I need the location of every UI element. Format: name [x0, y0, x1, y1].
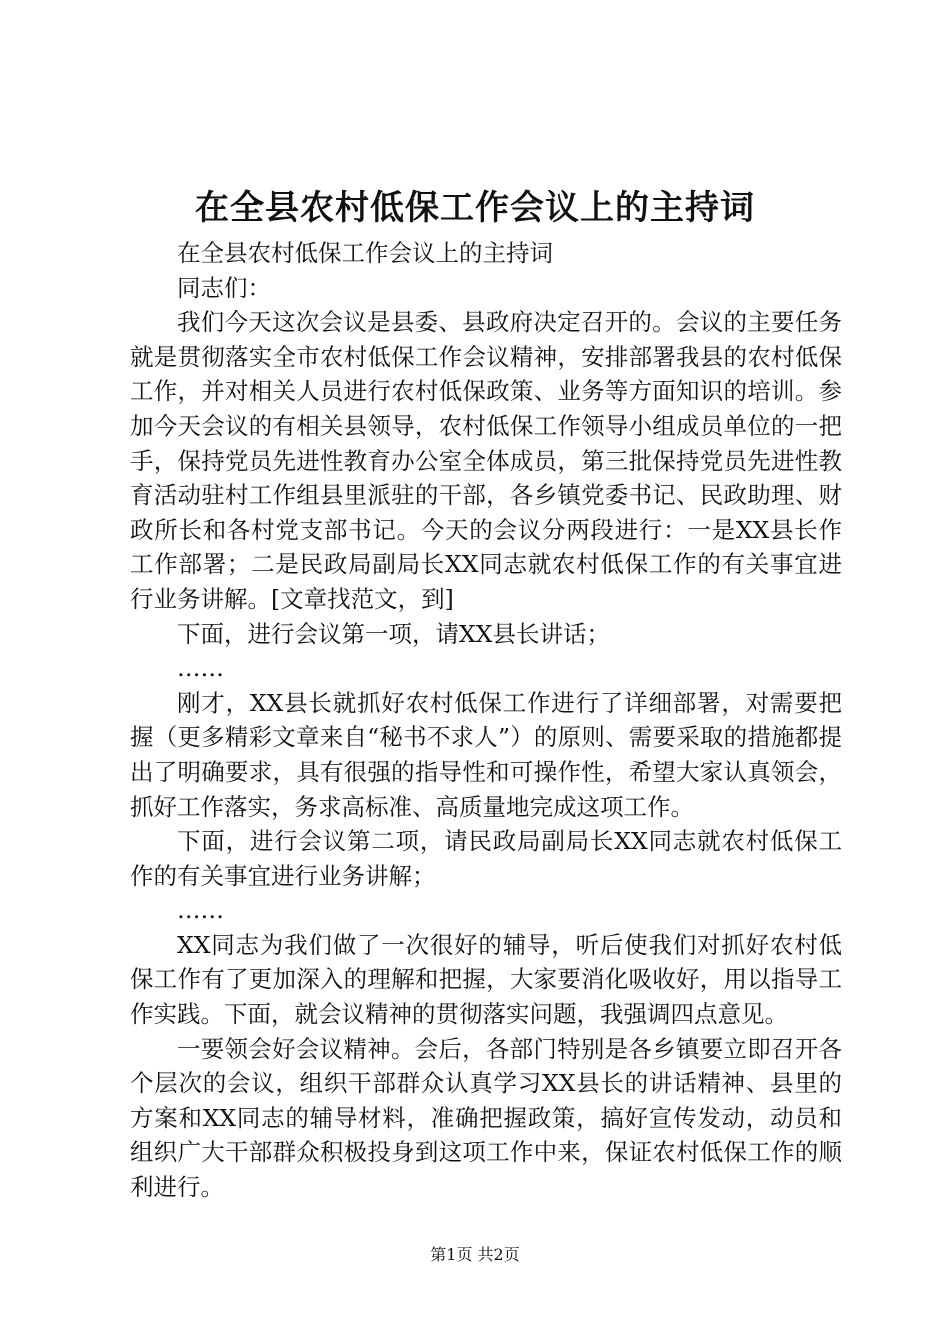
- paragraph-subtitle: 在全县农村低保工作会议上的主持词: [177, 239, 553, 267]
- paragraph-ellipsis: ……: [177, 654, 224, 683]
- page-number-footer: 第1页 共2页: [430, 1245, 520, 1264]
- paragraph-salutation: 同志们：: [177, 273, 271, 302]
- paragraph-summary-one: 刚才，XX县长就抓好农村低保工作进行了详细部署，对需要把握（更多精彩文章来自“秘书不求人”）的原则、需要采取的措施都提出了明确要求，具有很强的指导性和可操作性，希望大家认真领会，抓好工作落实，务求高标准、高质量地完成这项工作。: [130, 688, 842, 821]
- paragraph-summary-two: XX同志为我们做了一次很好的辅导，听后使我们对抓好农村低保工作有了更加深入的理解和把握，大家要消化吸收好，用以指导工作实践。下面，就会议精神的贯彻落实问题，我强调四点意见。: [130, 930, 842, 1029]
- paragraph-point-one: 一要领会好会议精神。会后，各部门特别是各乡镇要立即召开各个层次的会议，组织干部群众认真学习XX县长的讲话精神、县里的方案和XX同志的辅导材料，准确把握政策，搞好宣传发动，动员和组织广大干部群众积极投身到这项工作中来，保证农村低保工作的顺利进行。: [130, 1034, 842, 1202]
- paragraph-item-one: 下面，进行会议第一项，请XX县长讲话；: [177, 619, 610, 648]
- document-body: [130, 236, 842, 1205]
- paragraph-ellipsis: ……: [177, 896, 224, 925]
- paragraph-item-two: 下面，进行会议第二项，请民政局副局长XX同志就农村低保工作的有关事宜进行业务讲解；: [130, 827, 842, 890]
- document-title: 在全县农村低保工作会议上的主持词: [195, 188, 755, 228]
- paragraph-opening: 我们今天这次会议是县委、县政府决定召开的。会议的主要任务就是贯彻落实全市农村低保工作会议精神，安排部署我县的农村低保工作，并对相关人员进行农村低保政策、业务等方面知识的培训。参加今天会议的有相关县领导，农村低保工作领导小组成员单位的一把手，保持党员先进性教育办公室全体成员，第三批保持党员先进性教育活动驻村工作组县里派驻的干部，各乡镇党委书记、民政助理、财政所长和各村党支部书记。今天的会议分两段进行：一是XX县长作工作部署；二是民政局副局长XX同志就农村低保工作的有关事宜进行业务讲解。[文章找范文，到]: [130, 308, 842, 613]
